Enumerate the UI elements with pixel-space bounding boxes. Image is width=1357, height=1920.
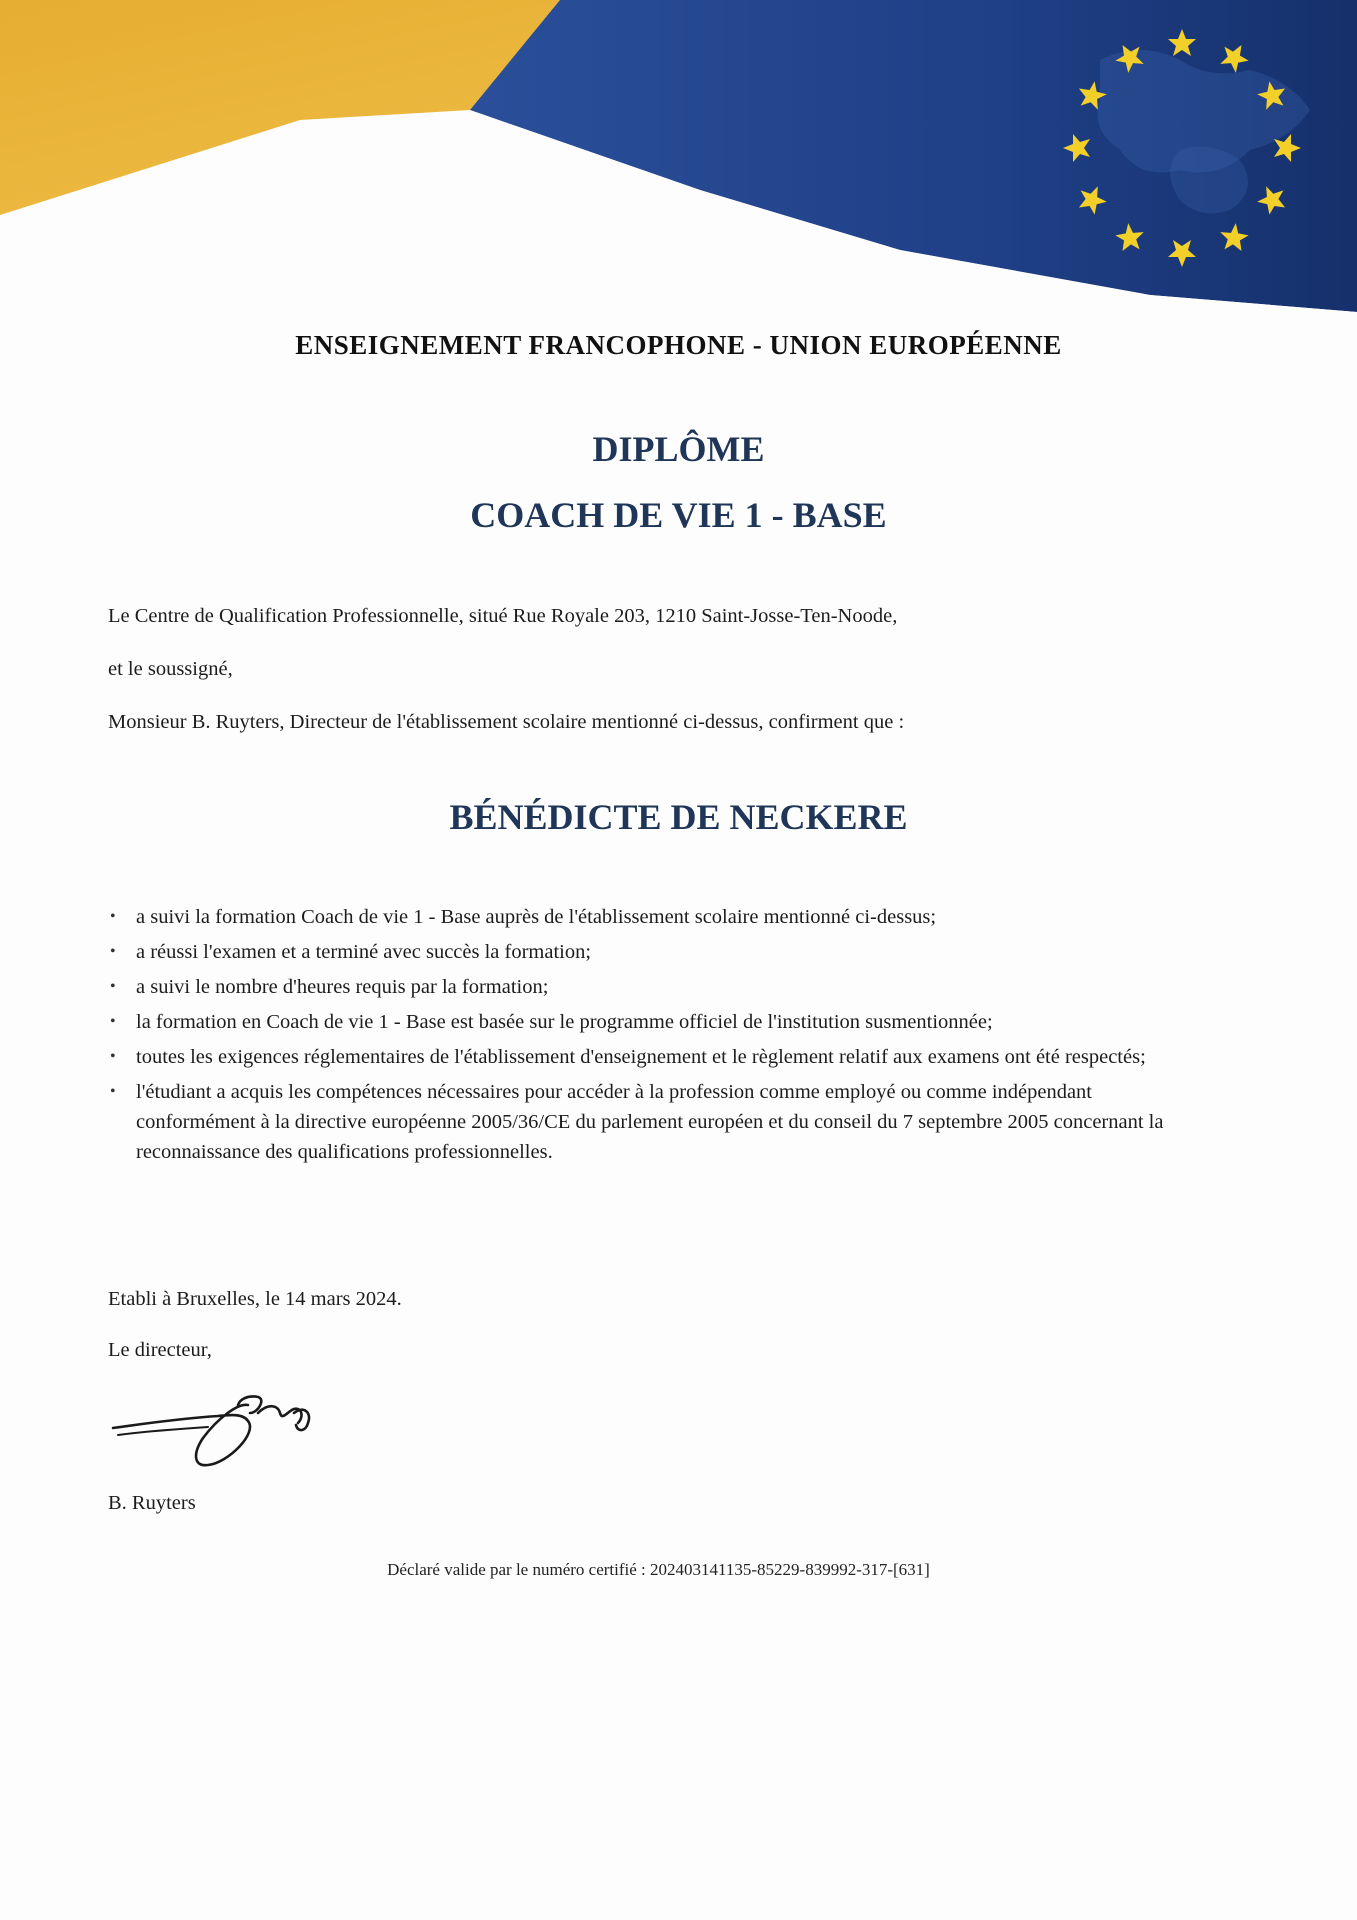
bullet-icon: • xyxy=(110,1013,116,1030)
attestation-list xyxy=(108,902,1208,1172)
certification-number: Déclaré valide par le numéro certifié : 202403141135-85229-839992-317-[631] xyxy=(387,1560,930,1579)
list-item: • a suivi le nombre d'heures requis par la formation; xyxy=(108,972,1208,1002)
diploma-title: DIPLÔME xyxy=(592,429,765,469)
list-item: • la formation en Coach de vie 1 - Base est basée sur le programme officiel de l'institution susmentionnée; xyxy=(108,1007,1208,1037)
list-item: • a réussi l'examen et a terminé avec succès la formation; xyxy=(108,937,1208,967)
bullet-icon: • xyxy=(110,908,116,925)
intro-line-center: Le Centre de Qualification Professionnelle, situé Rue Royale 203, 1210 Saint-Josse-Ten-Noode, xyxy=(108,605,898,627)
bullet-icon: • xyxy=(110,943,116,960)
signatory-name: B. Ruyters xyxy=(108,1492,196,1514)
list-item: • a suivi la formation Coach de vie 1 - Base auprès de l'établissement scolaire mentionné ci-dessus; xyxy=(108,902,1208,932)
eu-banner xyxy=(0,0,1357,330)
handwritten-signature xyxy=(108,1383,318,1473)
recipient-name: BÉNÉDICTE DE NECKERE xyxy=(449,797,908,837)
place-date: Etabli à Bruxelles, le 14 mars 2024. xyxy=(108,1288,402,1310)
list-item: • toutes les exigences réglementaires de l'établissement d'enseignement et le règlement relatif aux examens ont été respectés; xyxy=(108,1042,1208,1072)
institution-header: ENSEIGNEMENT FRANCOPHONE - UNION EUROPÉENNE xyxy=(295,330,1062,360)
bullet-icon: • xyxy=(110,1048,116,1065)
intro-line-undersigned: et le soussigné, xyxy=(108,658,233,680)
bullet-icon: • xyxy=(110,978,116,995)
bullet-icon: • xyxy=(110,1083,116,1100)
list-item: • l'étudiant a acquis les compétences nécessaires pour accéder à la profession comme employé ou comme indépendant conformément à la directive européenne 2005/36/CE du parlement européen et du conseil du 7 septembre 2005 concernant la reconnaissance des qualifications professionnelles. xyxy=(108,1077,1208,1167)
director-label: Le directeur, xyxy=(108,1339,212,1361)
course-title: COACH DE VIE 1 - BASE xyxy=(470,495,887,535)
intro-line-director: Monsieur B. Ruyters, Directeur de l'établissement scolaire mentionné ci-dessus, confirment que : xyxy=(108,711,905,733)
